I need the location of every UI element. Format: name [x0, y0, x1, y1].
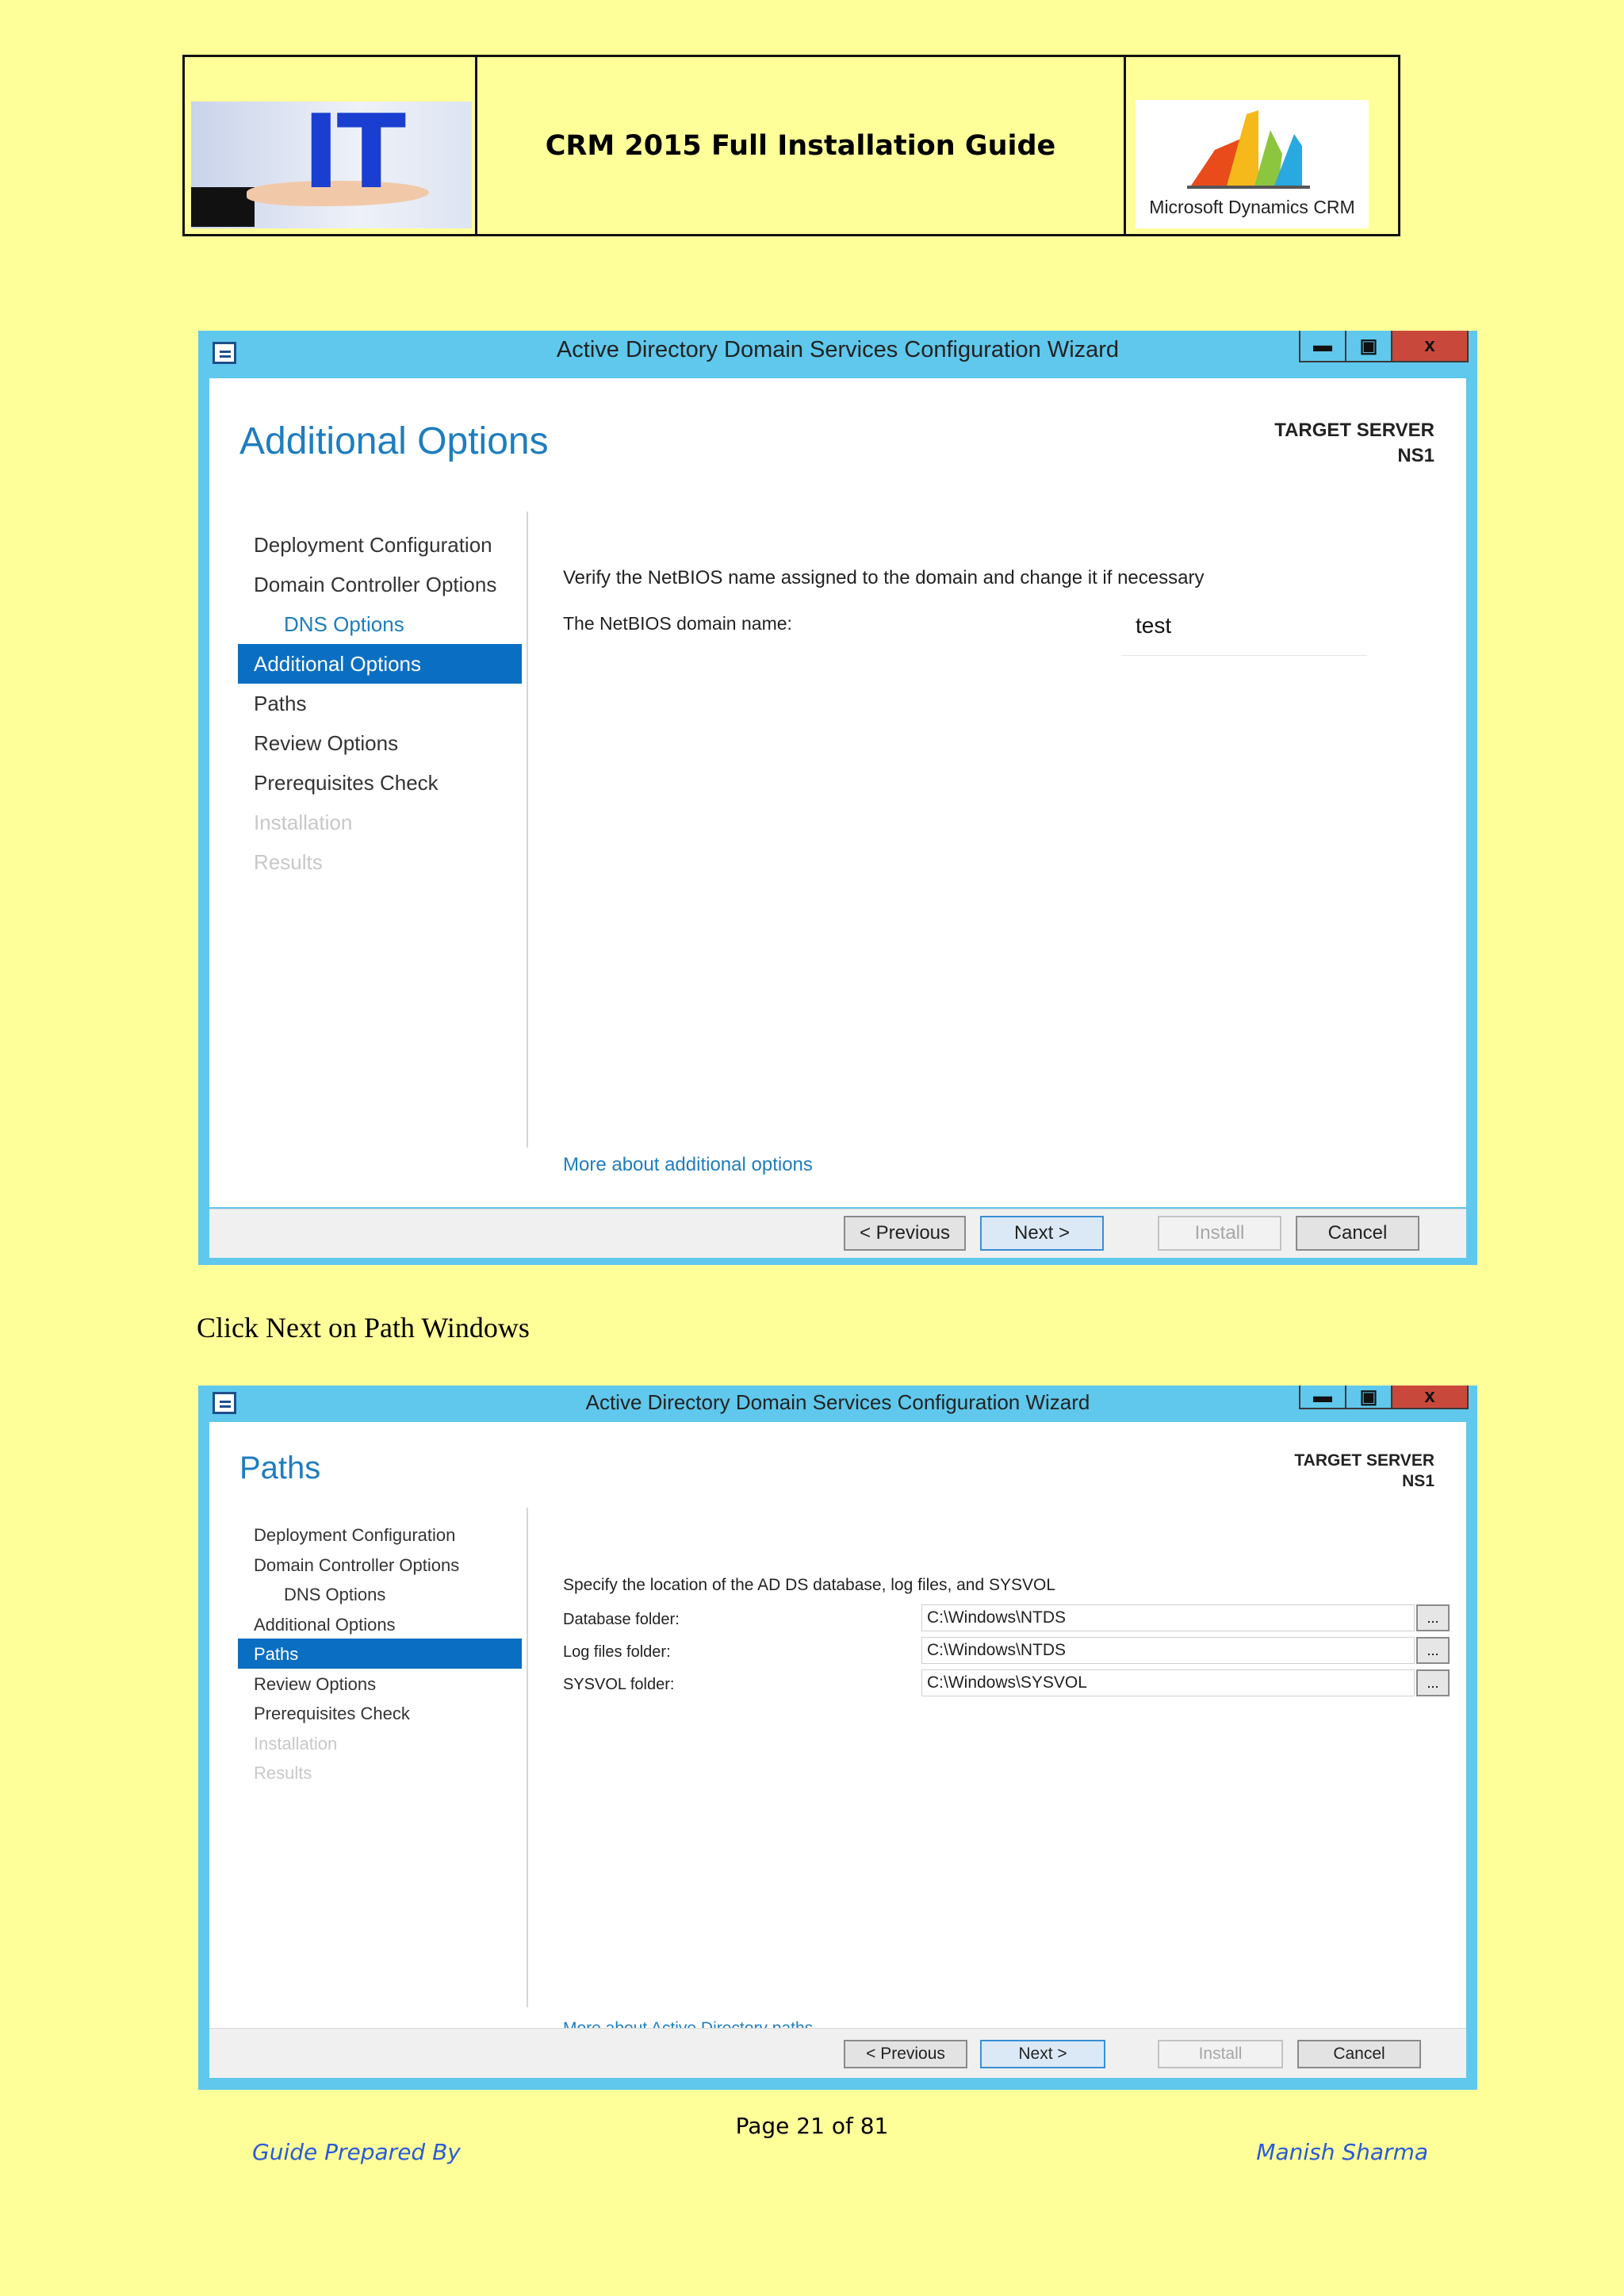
minimize-icon: ▬: [1313, 335, 1332, 356]
next-button[interactable]: Next >: [980, 2040, 1105, 2068]
nav-additional-options[interactable]: Additional Options: [254, 652, 422, 676]
target-server: [1274, 418, 1434, 469]
help-link[interactable]: More about additional options: [563, 1154, 813, 1175]
sysvol-folder-input[interactable]: C:\Windows\SYSVOL: [921, 1669, 1415, 1696]
database-folder-input[interactable]: C:\Windows\NTDS: [921, 1604, 1415, 1631]
target-server-label: TARGET SERVER: [1274, 420, 1434, 441]
nav-dns-options[interactable]: DNS Options: [284, 612, 404, 636]
target-server: [1294, 1451, 1434, 1492]
wizard-content: [209, 1422, 1466, 2064]
nav-review-options[interactable]: Review Options: [254, 1674, 377, 1694]
document-title: CRM 2015 Full Installation Guide: [545, 129, 1056, 162]
close-button[interactable]: [1391, 1386, 1469, 1409]
footer-left-text: Guide Prepared By: [252, 2139, 461, 2165]
maximize-button[interactable]: [1345, 1386, 1391, 1409]
minimize-button[interactable]: [1299, 1386, 1345, 1409]
wizard-content: [209, 378, 1466, 1207]
close-icon: x: [1424, 1386, 1435, 1407]
nav-prerequisites-check[interactable]: Prerequisites Check: [254, 1704, 410, 1723]
close-icon: x: [1424, 335, 1435, 356]
target-server-value: NS1: [1402, 1472, 1434, 1490]
nav-paths[interactable]: Paths: [254, 1644, 299, 1664]
previous-button[interactable]: < Previous: [844, 2040, 967, 2068]
dynamics-logo-text: Microsoft Dynamics CRM: [1149, 197, 1355, 217]
cancel-button[interactable]: Cancel: [1297, 2040, 1421, 2068]
page-description: Verify the NetBIOS name assigned to the domain and change it if necessary: [563, 567, 1205, 588]
nav-review-options[interactable]: Review Options: [254, 731, 399, 755]
database-folder-browse-button[interactable]: ...: [1416, 1604, 1450, 1631]
dynamics-crm-logo: [1136, 100, 1369, 228]
wizard-footer: [209, 2028, 1466, 2078]
netbios-name-input[interactable]: test: [1121, 613, 1367, 656]
dynamics-logo-icon: [1183, 106, 1318, 194]
sysvol-folder-label: SYSVOL folder:: [563, 1676, 675, 1693]
log-files-folder-label: Log files folder:: [563, 1643, 671, 1661]
it-logo: [191, 102, 472, 228]
nav-prerequisites-check[interactable]: Prerequisites Check: [254, 771, 439, 795]
nav-domain-controller-options[interactable]: Domain Controller Options: [254, 573, 497, 596]
logo-sleeve: [191, 187, 255, 227]
nav-domain-controller-options[interactable]: Domain Controller Options: [254, 1555, 460, 1575]
target-server-value: NS1: [1397, 445, 1434, 466]
nav-results: Results: [254, 1763, 312, 1783]
page-title: Paths: [239, 1451, 321, 1485]
maximize-button[interactable]: [1345, 331, 1391, 362]
sysvol-folder-browse-button[interactable]: ...: [1416, 1669, 1450, 1696]
window-title: Active Directory Domain Services Configuration Wizard: [556, 337, 1120, 362]
header-brand-cell: [1126, 57, 1398, 234]
instruction-caption: Click Next on Path Windows: [197, 1312, 530, 1343]
nav-divider: [527, 512, 528, 1148]
log-files-folder-browse-button[interactable]: ...: [1416, 1637, 1450, 1664]
title-bar[interactable]: [198, 331, 1477, 377]
nav-dns-options[interactable]: DNS Options: [284, 1585, 386, 1604]
next-button[interactable]: Next >: [980, 1216, 1104, 1251]
close-button[interactable]: [1391, 331, 1469, 362]
wizard-footer: [209, 1209, 1466, 1258]
netbios-label: The NetBIOS domain name:: [563, 613, 792, 634]
nav-installation: Installation: [254, 1734, 338, 1754]
wizard-window-additional-options: [198, 331, 1477, 1265]
nav-paths[interactable]: Paths: [254, 692, 307, 715]
it-logo-text: IT: [302, 102, 403, 212]
wizard-window-paths: [198, 1386, 1477, 2090]
previous-button[interactable]: < Previous: [844, 1216, 966, 1251]
install-button: Install: [1158, 2040, 1283, 2068]
nav-divider: [527, 1508, 528, 2007]
nav-results: Results: [254, 850, 323, 874]
header-title-cell: [477, 57, 1126, 234]
document-header: [182, 55, 1400, 236]
target-server-label: TARGET SERVER: [1294, 1451, 1434, 1470]
header-logo-cell: [185, 57, 477, 234]
cancel-button[interactable]: Cancel: [1296, 1216, 1419, 1251]
maximize-icon: ▣: [1359, 335, 1378, 357]
nav-installation: Installation: [254, 811, 353, 834]
minimize-icon: ▬: [1313, 1386, 1332, 1407]
page-title: Additional Options: [239, 420, 549, 462]
window-title: Active Directory Domain Services Configuration Wizard: [585, 1390, 1090, 1414]
install-button: Install: [1158, 1216, 1281, 1251]
database-folder-label: Database folder:: [563, 1611, 680, 1628]
log-files-folder-input[interactable]: C:\Windows\NTDS: [921, 1637, 1415, 1664]
nav-deployment-configuration[interactable]: Deployment Configuration: [254, 1525, 456, 1545]
title-bar[interactable]: [198, 1386, 1477, 1420]
nav-additional-options[interactable]: Additional Options: [254, 1615, 396, 1635]
nav-deployment-configuration[interactable]: Deployment Configuration: [254, 533, 492, 557]
footer-author: Manish Sharma: [1256, 2139, 1428, 2165]
maximize-icon: ▣: [1359, 1386, 1378, 1408]
page-description: Specify the location of the AD DS database, log files, and SYSVOL: [563, 1576, 1056, 1594]
page-number: Page 21 of 81: [735, 2113, 889, 2139]
minimize-button[interactable]: [1299, 331, 1345, 362]
